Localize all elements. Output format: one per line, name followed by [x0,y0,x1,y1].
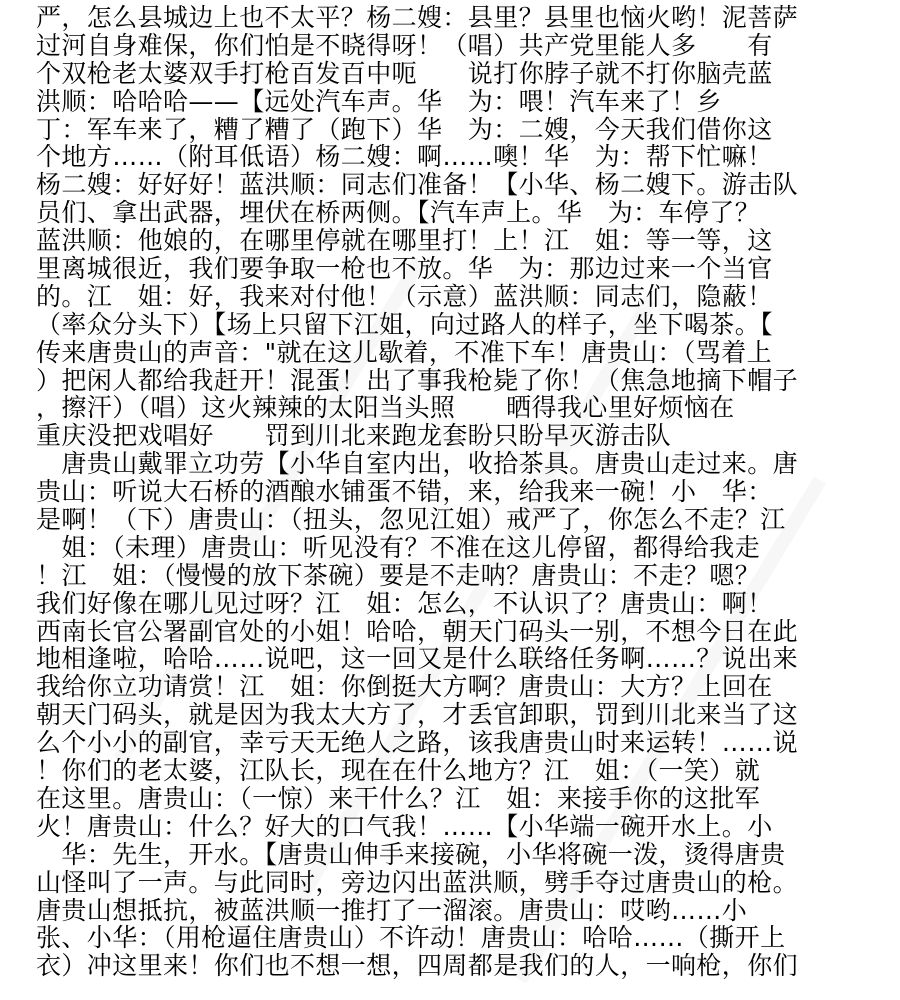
text-line: 严，怎么县城边上也不太平？杨二嫂：县里？县里也恼火哟！泥菩萨 [36,3,799,32]
text-line: 的。江 姐：好，我来对付他！（示意）蓝洪顺：同志们，隐蔽！ [36,281,773,311]
text-line: 唐贵山戴罪立功劳【小华自室内出，收拾茶具。唐贵山走过来。唐 [36,449,799,479]
text-line: 个双枪老太婆双手打枪百发百中呃 说打你脖子就不打你脑壳蓝 [36,58,773,88]
text-line: 蓝洪顺：他娘的，在哪里停就在哪里打！上！江 姐：等一等，这 [36,226,773,256]
text-line: 朝天门码头，就是因为我太大方了，才丢官卸职，罚到川北来当了这 [36,700,799,730]
text-line: 在这里。唐贵山：（一惊）来干什么？江 姐：来接手你的这批军 [36,783,761,813]
text-line: ！江 姐：（慢慢的放下茶碗）要是不走呐？唐贵山：不走？嗯？ [36,560,761,590]
text-line: 衣）冲这里来！你们也不想一想，四周都是我们的人，一响枪，你们 [36,951,799,981]
text-line: 地相逢啦，哈哈……说吧，这一回又是什么联络任务啊……？说出来 [36,644,799,674]
text-line: 么个小小的副官，幸亏天无绝人之路，该我唐贵山时来运转！……说 [36,728,799,758]
text-line: ）把闲人都给我赶开！混蛋！出了事我枪毙了你！（焦急地摘下帽子 [36,365,799,395]
text-line: 张、小华：（用枪逼住唐贵山）不许动！唐贵山：哈哈……（撕开上 [36,923,786,953]
text-line: 员们、拿出武器，埋伏在桥两侧。【汽车声上。华 为：车停了？ [36,198,761,228]
text-line: 里离城很近，我们要争取一枪也不放。华 为：那边过来一个当官 [36,254,773,284]
text-line: 洪顺：哈哈哈——【远处汽车声。华 为：喂！汽车来了！乡 [36,86,722,116]
text-line: 贵山：听说大石桥的酒酿水铺蛋不错，来，给我来一碗！小 华： [36,477,773,507]
text-line: 唐贵山想抵抗，被蓝洪顺一推打了一溜滚。唐贵山：哎哟……小 [36,895,748,925]
text-line: ，擦汗）（唱）这火辣辣的太阳当头照 晒得我心里好烦恼在 [36,393,735,423]
text-line: 丁：军车来了，糟了糟了（跑下）华 为：二嫂，今天我们借你这 [36,114,773,144]
text-line: 山怪叫了一声。与此同时，旁边闪出蓝洪顺，劈手夺过唐贵山的枪。 [36,867,799,897]
text-line: 是啊！（下）唐贵山：（扭头，忽见江姐）戒严了，你怎么不走？江 [36,505,786,535]
text-line: 杨二嫂：好好好！蓝洪顺：同志们准备！【小华、杨二嫂下。游击队 [36,170,799,200]
text-line: 华：先生，开水。【唐贵山伸手来接碗，小华将碗一泼，烫得唐贵 [36,839,786,869]
text-line: ！你们的老太婆，江队长，现在在什么地方？江 姐：（一笑）就 [36,756,761,786]
text-line: 个地方……（附耳低语）杨二嫂：啊……噢！华 为：帮下忙嘛！ [36,142,773,172]
text-line: 传来唐贵山的声音："就在这儿歇着，不准下车！唐贵山：（骂着上 [36,337,773,367]
text-line: 重庆没把戏唱好 罚到川北来跑龙套盼只盼早灭游击队 [36,421,672,451]
text-line: 过河自身难保，你们怕是不晓得呀！（唱）共产党里能人多 有 [36,30,773,60]
text-line: 西南长官公署副官处的小姐！哈哈，朝天门码头一别，不想今日在此 [36,616,799,646]
text-line: 火！唐贵山：什么？好大的口气我！……【小华端一碗开水上。小 [36,811,773,841]
text-line: （率众分头下）【场上只留下江姐，向过路人的样子，坐下喝茶。【 [36,309,774,339]
document-text [36,4,886,980]
text-line: 我们好像在哪儿见过呀？江 姐：怎么，不认识了？唐贵山：啊！ [36,588,773,618]
text-line: 我给你立功请赏！江 姐：你倒挺大方啊？唐贵山：大方？上回在 [36,672,773,702]
text-line: 姐：（未理）唐贵山：听见没有？不准在这儿停留，都得给我走 [36,532,761,562]
